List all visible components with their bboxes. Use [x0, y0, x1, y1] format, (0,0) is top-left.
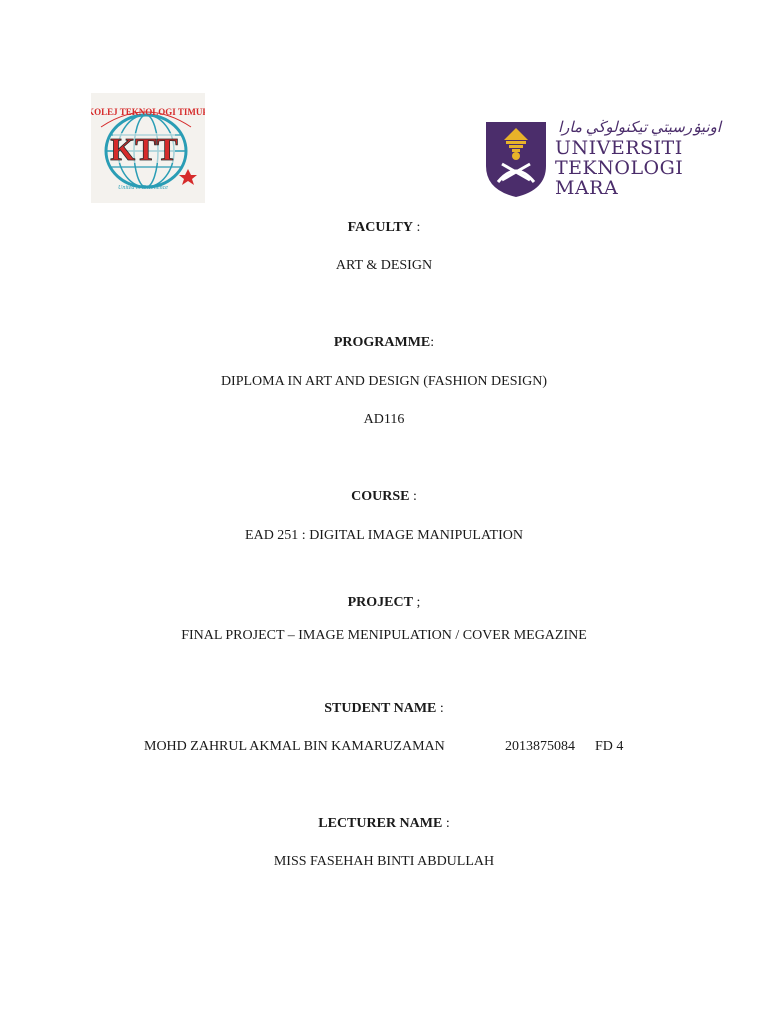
lecturer-separator: : — [442, 816, 450, 831]
uitm-line-2: TEKNOLOGI — [555, 157, 684, 179]
lecturer-value: MISS FASEHAH BINTI ABDULLAH — [273, 854, 495, 869]
uitm-jawi-text: اونيۏرسيتي تيكنولوڬي مارا — [558, 120, 722, 136]
programme-separator: : — [430, 335, 435, 350]
student-separator: : — [436, 701, 444, 716]
ktt-logo — [91, 93, 205, 203]
programme-label: PROGRAMME — [333, 335, 431, 350]
student-label: STUDENT NAME — [324, 701, 437, 716]
uitm-crest-icon — [484, 120, 548, 198]
ktt-letters: KTT — [110, 131, 178, 167]
project-heading — [0, 594, 768, 612]
course-heading — [0, 488, 768, 506]
programme-value: DIPLOMA IN ART AND DESIGN (FASHION DESIGN) — [220, 374, 548, 389]
project-separator: ; — [412, 595, 421, 610]
student-name: MOHD ZAHRUL AKMAL BIN KAMARUZAMAN — [144, 739, 445, 754]
uitm-line-1: UNIVERSITI — [555, 137, 683, 159]
project-label: PROJECT — [347, 595, 413, 610]
course-value: EAD 251 : DIGITAL IMAGE MANIPULATION — [245, 528, 523, 543]
faculty-heading — [0, 219, 768, 237]
lecturer-label: LECTURER NAME — [318, 816, 443, 831]
faculty-value: ART & DESIGN — [335, 258, 433, 273]
lecturer-heading — [0, 815, 768, 833]
course-separator: : — [409, 489, 417, 504]
programme-code: AD116 — [363, 412, 405, 427]
course-label: COURSE — [351, 489, 410, 504]
uitm-logo — [484, 118, 722, 200]
faculty-separator: : — [412, 220, 421, 235]
student-id: 2013875084 — [505, 739, 575, 754]
project-value: FINAL PROJECT – IMAGE MENIPULATION / COVER MEGAZINE — [181, 628, 587, 643]
student-group: FD 4 — [595, 739, 624, 754]
uitm-line-3: MARA — [555, 177, 619, 199]
ktt-motto: United in Excellence — [118, 185, 168, 191]
programme-heading — [0, 334, 768, 352]
svg-text:KOLEJ TEKNOLOGI TIMUR: KOLEJ TEKNOLOGI TIMUR — [91, 107, 205, 117]
student-heading — [0, 700, 768, 718]
faculty-label: FACULTY — [347, 220, 413, 235]
